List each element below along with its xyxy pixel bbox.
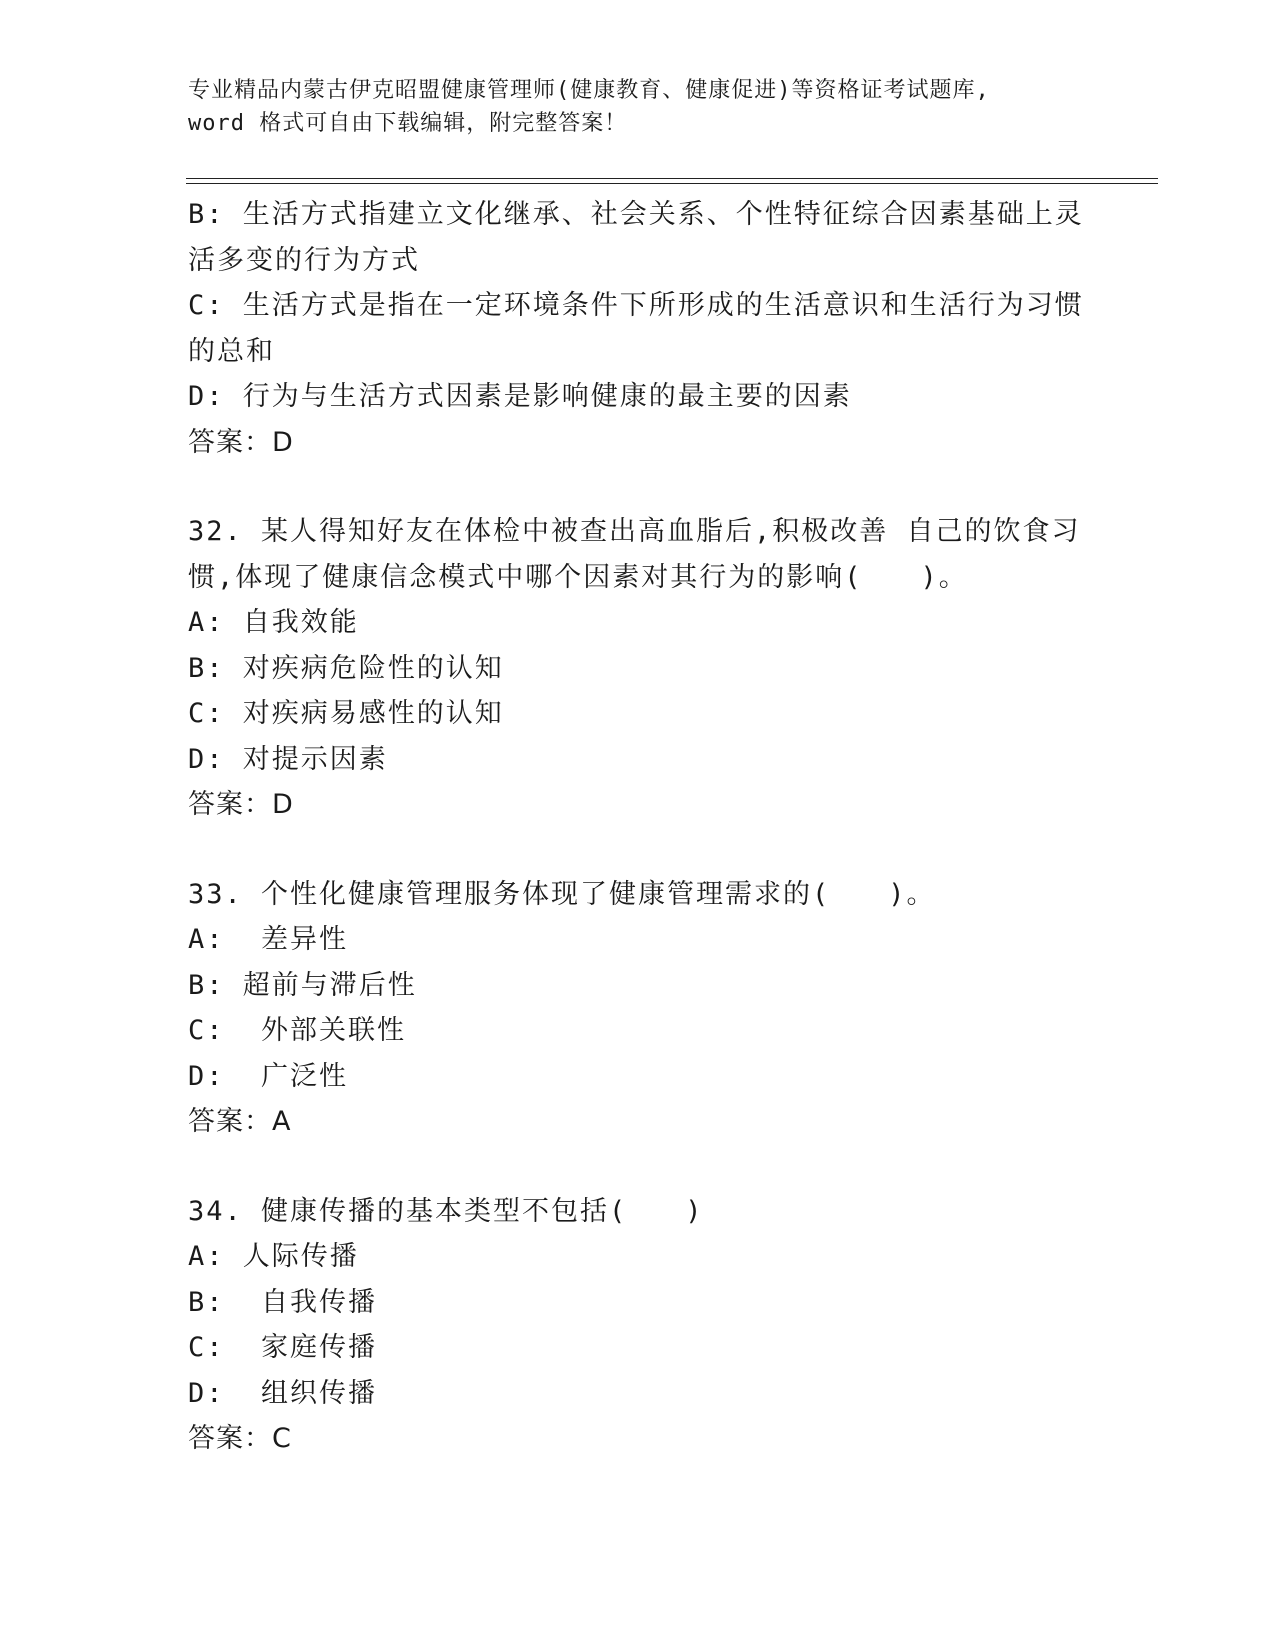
option-text: C: 家庭传播 (188, 1332, 378, 1363)
option-text: A: 差异性 (188, 924, 349, 955)
option-text: C: 对疾病易感性的认知 (188, 698, 504, 729)
question-block (188, 872, 1088, 1145)
answer-text: 答案：D (188, 426, 294, 458)
header-line-2: word 格式可自由下载编辑，附完整答案！ (188, 111, 628, 136)
option-text: A: 自我效能 (188, 607, 359, 638)
option-text: C: 外部关联性 (188, 1015, 407, 1046)
header-line-1: 专业精品内蒙古伊克昭盟健康管理师(健康教育、健康促进)等资格证考试题库, (188, 78, 990, 103)
question-stem: 惯,体现了健康信念模式中哪个因素对其行为的影响( )。 (188, 561, 968, 593)
option-text: A: 人际传播 (188, 1241, 359, 1272)
answer-text: 答案：A (188, 1106, 292, 1137)
option-text: B: 生活方式指建立文化继承、社会关系、个性特征综合因素基础上灵 (188, 199, 1084, 230)
answer-text: 答案：C (188, 1423, 292, 1454)
option-text: 活多变的行为方式 (188, 244, 420, 276)
document-header (188, 74, 1088, 140)
question-list (188, 192, 1088, 1462)
question-block (188, 192, 1088, 465)
option-text: D: 组织传播 (188, 1377, 378, 1409)
question-stem: 34. 健康传播的基本类型不包括( ) (188, 1195, 704, 1227)
question-block (188, 509, 1088, 828)
header-divider-top (186, 178, 1158, 179)
option-text: B: 对疾病危险性的认知 (188, 652, 504, 684)
question-stem: 32. 某人得知好友在体检中被查出高血脂后,积极改善 自己的饮食习 (188, 516, 1081, 547)
option-text: D: 对提示因素 (188, 743, 388, 775)
option-text: B: 自我传播 (188, 1286, 378, 1318)
option-text: 的总和 (188, 335, 275, 367)
answer-text: 答案：D (188, 789, 294, 820)
option-text: D: 行为与生活方式因素是影响健康的最主要的因素 (188, 381, 852, 412)
option-text: D: 广泛性 (188, 1060, 349, 1092)
header-divider-bottom (186, 183, 1158, 184)
option-text: B: 超前与滞后性 (188, 969, 417, 1001)
question-stem: 33. 个性化健康管理服务体现了健康管理需求的( )。 (188, 878, 936, 910)
option-text: C: 生活方式是指在一定环境条件下所形成的生活意识和生活行为习惯 (188, 290, 1084, 321)
question-block (188, 1189, 1088, 1462)
